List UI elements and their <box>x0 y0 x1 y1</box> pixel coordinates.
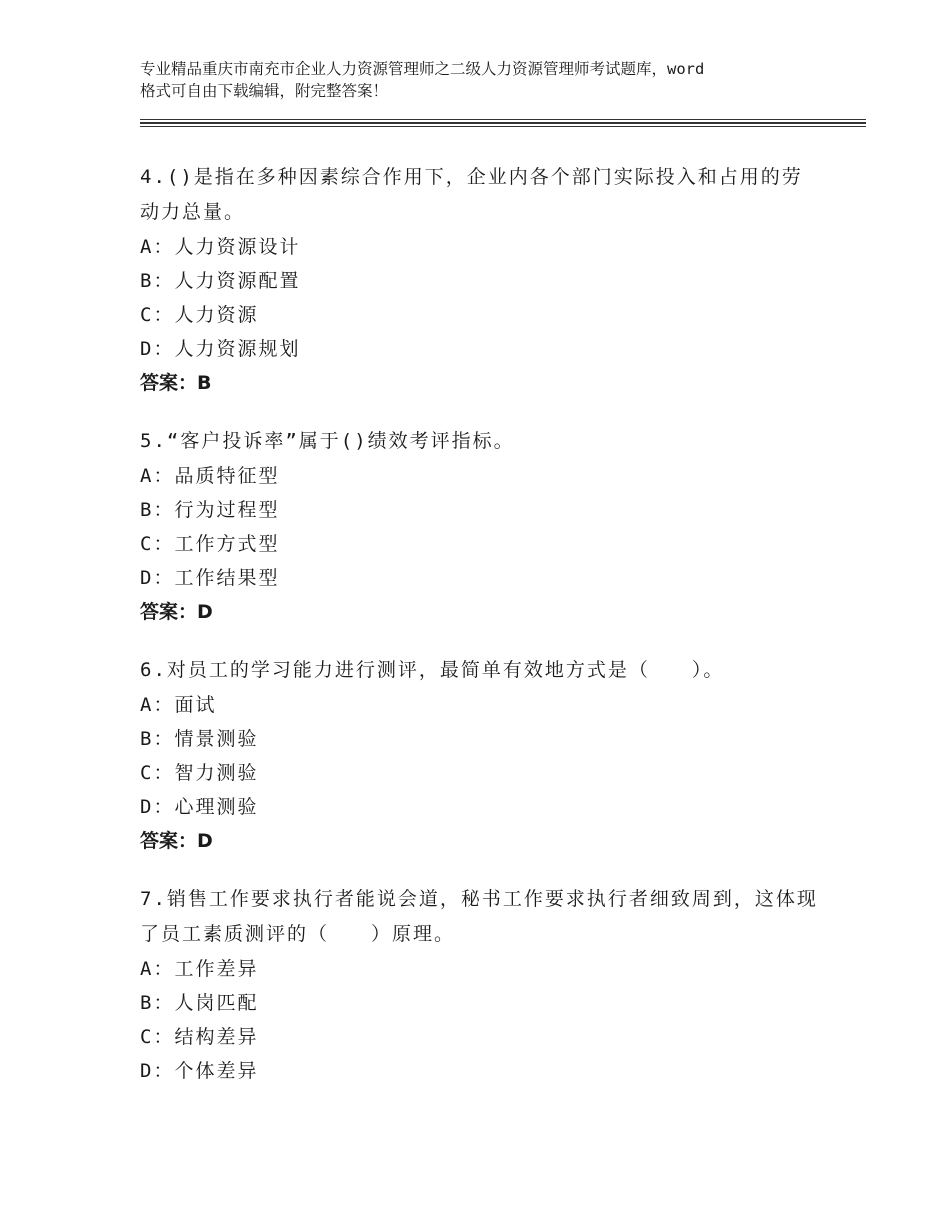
question-stem: 7.销售工作要求执行者能说会道，秘书工作要求执行者细致周到，这体现了员工素质测评的（ ）原理。 <box>140 888 818 945</box>
header-rule-top <box>140 119 866 120</box>
option-b: B：情景测验 <box>140 728 259 750</box>
question-list <box>140 160 820 1112</box>
option-d: D：心理测验 <box>140 796 259 818</box>
document-header: 专业精品重庆市南充市企业人力资源管理师之二级人力资源管理师考试题库，word 格式可自由下载编辑，附完整答案！ <box>140 60 705 100</box>
option-d: D：个体差异 <box>140 1060 259 1082</box>
question-5 <box>140 424 820 629</box>
option-a: A：品质特征型 <box>140 465 280 487</box>
option-d: D：人力资源规划 <box>140 338 301 360</box>
option-c: C：人力资源 <box>140 304 259 326</box>
option-c: C：智力测验 <box>140 762 259 784</box>
question-6 <box>140 653 820 858</box>
option-b: B：人力资源配置 <box>140 270 301 292</box>
header-rule-middle <box>140 122 866 124</box>
question-7 <box>140 882 820 1088</box>
question-stem: 6.对员工的学习能力进行测评，最简单有效地方式是（ ）。 <box>140 659 725 681</box>
answer: 答案：D <box>140 601 213 623</box>
option-c: C：结构差异 <box>140 1026 259 1048</box>
answer: 答案：D <box>140 830 213 852</box>
option-b: B：人岗匹配 <box>140 992 259 1014</box>
header-rule-bottom <box>140 126 866 127</box>
option-c: C：工作方式型 <box>140 533 280 555</box>
option-a: A：工作差异 <box>140 958 259 980</box>
option-b: B：行为过程型 <box>140 499 280 521</box>
question-4 <box>140 160 820 400</box>
answer: 答案：B <box>140 372 212 394</box>
question-stem: 5.“客户投诉率”属于()绩效考评指标。 <box>140 430 515 452</box>
option-a: A：人力资源设计 <box>140 236 301 258</box>
option-d: D：工作结果型 <box>140 567 280 589</box>
question-stem: 4.()是指在多种因素综合作用下，企业内各个部门实际投入和占用的劳动力总量。 <box>140 166 803 223</box>
option-a: A：面试 <box>140 694 217 716</box>
